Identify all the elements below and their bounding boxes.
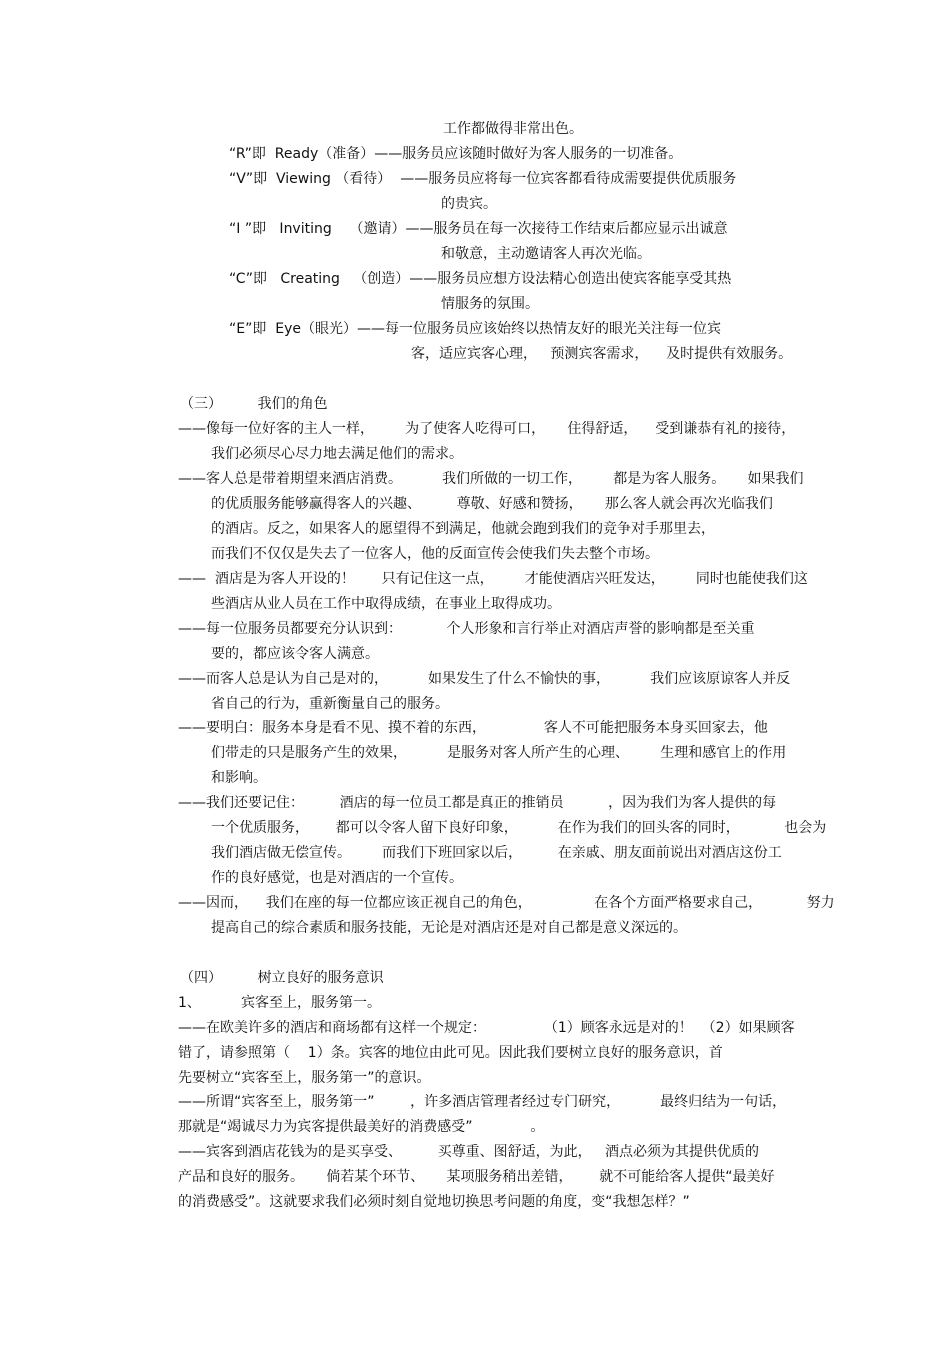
text-line: 作的良好感觉，也是对酒店的一个宣传。	[211, 870, 463, 886]
text-line: 的优质服务能够赢得客人的兴趣、 尊敬、好感和赞扬， 那么客人就会再次光临我们	[211, 496, 773, 512]
section-heading: （三） 我们的角色	[180, 396, 328, 412]
text-line: 和敬意，主动邀请客人再次光临。	[441, 246, 651, 262]
text-line: 的消费感受”。这就要求我们必须时刻自觉地切换思考问题的角度，变“我想怎样？”	[178, 1194, 690, 1210]
text-line: “V”即 Viewing （看待） ——服务员应将每一位宾客都看待成需要提供优质服务	[229, 171, 737, 187]
text-line: 一个优质服务， 都可以令客人留下良好印象， 在作为我们的回头客的同时， 也会为	[211, 820, 827, 836]
text-line: ——我们还要记住： 酒店的每一位员工都是真正的推销员 ，因为我们为客人提供的每	[178, 795, 777, 811]
text-line: 产品和良好的服务。 倘若某个环节、 某项服务稍出差错， 就不可能给客人提供“最美好	[178, 1169, 775, 1185]
text-line: ——要明白：服务本身是看不见、摸不着的东西， 客人不可能把服务本身买回家去，他	[178, 720, 768, 736]
text-line: 那就是“竭诚尽力为宾客提供最美好的消费感受” 。	[178, 1119, 545, 1135]
text-line: 的贵宾。	[441, 196, 497, 212]
text-line: 些酒店从业人员在工作中取得成绩，在事业上取得成功。	[211, 596, 561, 612]
text-line: 我们酒店做无偿宣传。 而我们下班回家以后， 在亲戚、朋友面前说出对酒店这份工	[211, 845, 782, 861]
text-line: ——每一位服务员都要充分认识到： 个人形象和言行举止对酒店声誉的影响都是至关重	[178, 621, 755, 637]
text-line: “E”即 Eye（眼光）——每一位服务员应该始终以热情友好的眼光关注每一位宾	[229, 321, 721, 337]
text-line: —— 酒店是为客人开设的！ 只有记住这一点， 才能使酒店兴旺发达， 同时也能使我们这	[178, 571, 808, 587]
text-line: ——而客人总是认为自己是对的， 如果发生了什么不愉快的事， 我们应该原谅客人并反	[178, 671, 791, 687]
text-line: “R”即 Ready（准备）——服务员应该随时做好为客人服务的一切准备。	[229, 146, 683, 162]
text-line: ——因而， 我们在座的每一位都应该正视自己的角色， 在各个方面严格要求自己， 努力	[178, 895, 835, 911]
text-line: 情服务的氛围。	[441, 296, 539, 312]
text-line: 提高自己的综合素质和服务技能，无论是对酒店还是对自己都是意义深远的。	[211, 920, 687, 936]
text-line: 而我们不仅仅是失去了一位客人，他的反面宣传会使我们失去整个市场。	[211, 546, 659, 562]
text-line: ——像每一位好客的主人一样， 为了使客人吃得可口， 住得舒适， 受到谦恭有礼的接待，	[178, 421, 796, 437]
text-line: 1、 宾客至上，服务第一。	[178, 995, 381, 1011]
text-line: 省自己的行为，重新衡量自己的服务。	[211, 696, 449, 712]
text-line: ——在欧美许多的酒店和商场都有这样一个规定： （1）顾客永远是对的！ （2）如果顾客	[178, 1020, 795, 1036]
text-line: 先要树立“宾客至上，服务第一”的意识。	[178, 1070, 431, 1086]
text-line: 的酒店。反之，如果客人的愿望得不到满足，他就会跑到我们的竞争对手那里去，	[211, 521, 715, 537]
text-line: ——所谓“宾客至上，服务第一” ，许多酒店管理者经过专门研究， 最终归结为一句话，	[178, 1094, 787, 1110]
text-line: 要的，都应该令客人满意。	[211, 646, 379, 662]
text-line: ——宾客到酒店花钱为的是买享受、 买尊重、图舒适，为此， 酒点必须为其提供优质的	[178, 1144, 759, 1160]
section-heading: （四） 树立良好的服务意识	[180, 970, 384, 986]
text-line: ——客人总是带着期望来酒店消费。 我们所做的一切工作， 都是为客人服务。 如果我们	[178, 471, 804, 487]
text-line: 和影响。	[211, 770, 267, 786]
text-line: 客，适应宾客心理， 预测宾客需求， 及时提供有效服务。	[411, 346, 793, 362]
text-line: 错了，请参照第（ 1）条。宾客的地位由此可见。因此我们要树立良好的服务意识，首	[178, 1045, 723, 1061]
text-line: 我们必须尽心尽力地去满足他们的需求。	[211, 446, 463, 462]
text-line: “C”即 Creating （创造）——服务员应想方设法精心创造出使宾客能享受其热	[229, 271, 732, 287]
text-line: 工作都做得非常出色。	[443, 121, 583, 137]
text-line: “I ”即 Inviting （邀请）——服务员在每一次接待工作结束后都应显示出诚意	[229, 221, 728, 237]
text-line: 们带走的只是服务产生的效果， 是服务对客人所产生的心理、 生理和感官上的作用	[211, 745, 787, 761]
